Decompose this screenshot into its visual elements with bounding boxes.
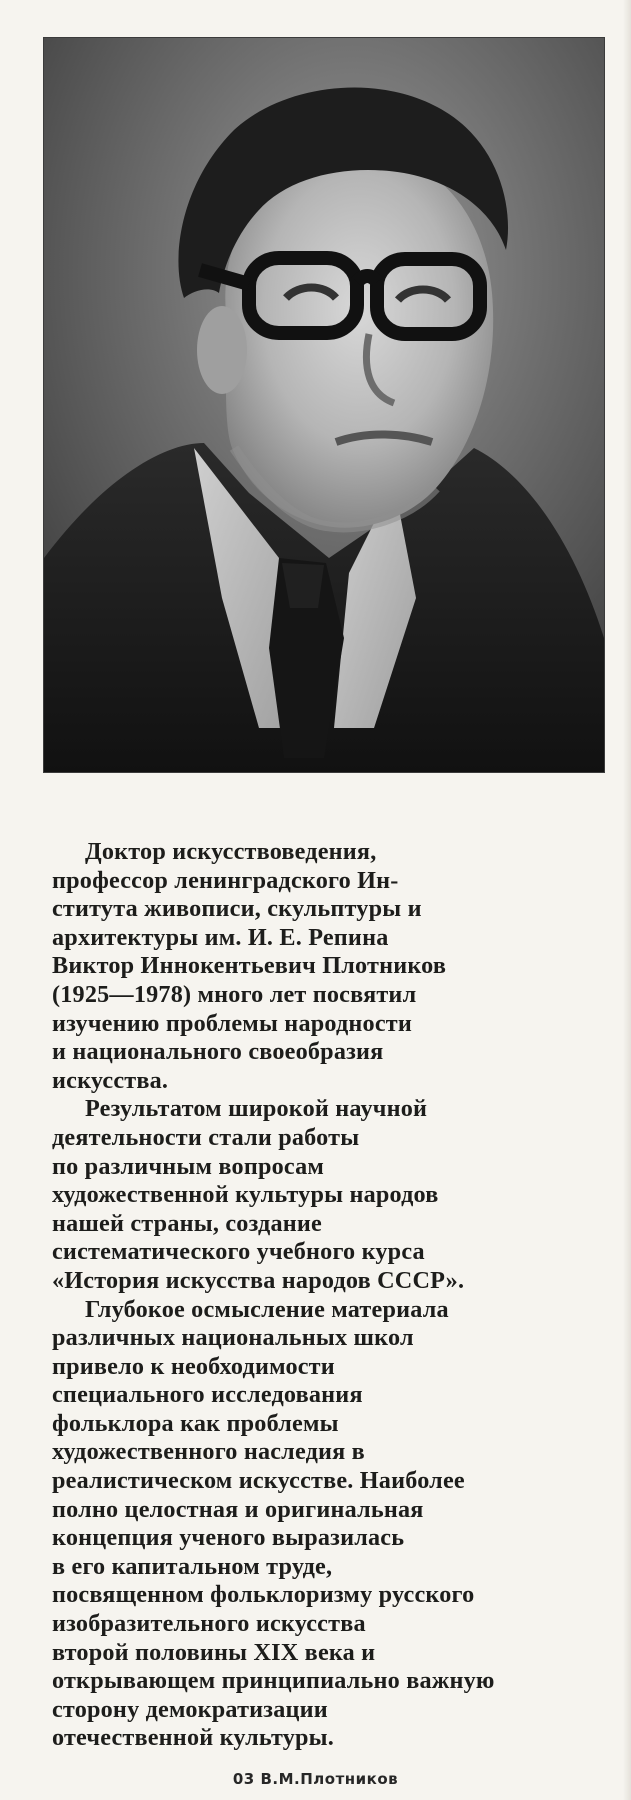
text-line: искусства. <box>52 1066 169 1094</box>
text-line: изучению проблемы народности <box>52 1009 413 1037</box>
biography-text <box>52 838 604 1753</box>
paragraph-2 <box>52 1095 604 1295</box>
text-line: изобразительного искусства <box>52 1610 366 1638</box>
text-line: различных национальных школ <box>52 1324 414 1352</box>
text-line: систематического учебного курса <box>52 1238 425 1266</box>
text-line: по различным вопросам <box>52 1152 325 1180</box>
text-line: посвященном фольклоризму русского <box>52 1581 475 1609</box>
text-line: в его капитальном труде, <box>52 1552 333 1580</box>
ear <box>197 306 247 394</box>
text-line: Доктор искусствоведения, <box>85 838 377 865</box>
text-line: и национального своеобразия <box>52 1038 384 1066</box>
portrait-photo <box>44 38 604 772</box>
text-line: Виктор Иннокентьевич Плотников <box>52 952 447 980</box>
text-line: реалистическом искусстве. Наиболее <box>52 1467 465 1495</box>
text-line: «История искусства народов СССР». <box>52 1266 465 1294</box>
text-line: концепция ученого выразилась <box>52 1524 405 1552</box>
image-caption: 03 В.М.Плотников <box>232 1770 399 1788</box>
text-line: художественного наследия в <box>52 1438 365 1466</box>
portrait-illustration <box>44 38 604 772</box>
text-line: (1925—1978) много лет посвятил <box>52 980 417 1008</box>
text-line: привело к необходимости <box>52 1352 335 1380</box>
text-line: Результатом широкой научной <box>85 1095 428 1123</box>
text-line: профессор ленинградского Ин- <box>52 866 399 894</box>
text-line: архитектуры им. И. Е. Репина <box>52 923 389 951</box>
text-line: фольклора как проблемы <box>52 1409 339 1437</box>
text-line: полно целостная и оригинальная <box>52 1495 424 1523</box>
text-line: художественной культуры народов <box>52 1181 439 1209</box>
text-line: Глубокое осмысление материала <box>85 1295 449 1323</box>
text-line: специального исследования <box>52 1381 363 1409</box>
text-line: второй половины XIX века и <box>52 1638 376 1666</box>
paragraph-1 <box>52 838 604 1095</box>
text-line: открывающем принципиально важную <box>52 1667 495 1695</box>
text-line: нашей страны, создание <box>52 1209 322 1237</box>
paragraph-3 <box>52 1296 604 1754</box>
text-line: ститута живописи, скульптуры и <box>52 895 422 923</box>
text-line: деятельности стали работы <box>52 1123 360 1151</box>
text-line: сторону демократизации <box>52 1695 328 1723</box>
text-line: отечественной культуры. <box>52 1724 334 1752</box>
page-edge <box>623 0 631 1800</box>
